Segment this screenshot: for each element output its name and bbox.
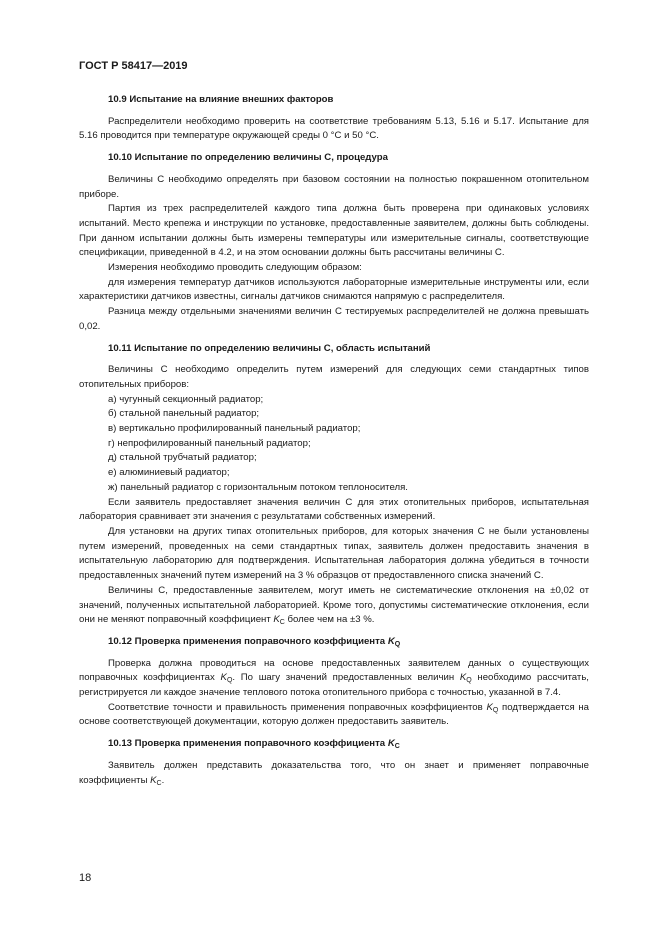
- paragraph: Для установки на других типах отопительных приборов, для которых значения С не были установлены путем измерений, проведенных на семи стандартных типах, заявитель должен предоставить значения в испытательную лабораторию для подтверждения. Испытательная лаборатория должна убедиться в точности предоставленных значений путем измерений на 3 % образцов от предоставленного списка значений С.: [79, 525, 589, 582]
- paragraph: Проверка должна проводиться на основе предоставленных заявителем данных о существующих поправочных коэффициентах $K_Q$. По шагу значений предоставленных величин $K_Q$ необходимо рассчитать, регистрируется ли каждое значение теплового потока отопительного прибора с точностью, указанной в 7.4.: [79, 657, 589, 699]
- heading-10-9: 10.9 Испытание на влияние внешних факторов: [108, 94, 334, 105]
- document-body: [79, 93, 589, 788]
- paragraph: Соответствие точности и правильность применения поправочных коэффициентов $K_Q$ подтверждается на основе соответствующей документации, которую должен предоставить заявитель.: [79, 701, 589, 728]
- paragraph: Если заявитель предоставляет значения величин С для этих отопительных приборов, испытательная лаборатория сравнивает эти значения с результатами собственных измерений.: [79, 496, 589, 523]
- paragraph: Величины С, предоставленные заявителем, могут иметь не систематические отклонения на ±0,02 от значений, полученных испытательной лабораторией. Кроме того, допустимы систематические отклонения, если они не меняют поправочный коэффициент $K_C$ более чем на ±3 %.: [79, 584, 589, 627]
- heading-10-13: 10.13 Проверка применения поправочного коэффициента $K_C$: [108, 738, 400, 751]
- paragraph: Разница между отдельными значениями величин С тестируемых распределителей не должна превышать 0,02.: [79, 306, 589, 332]
- list-item: д) стальной трубчатый радиатор;: [108, 452, 257, 464]
- page-number: 18: [79, 872, 92, 884]
- heading-10-10: 10.10 Испытание по определению величины С, процедура: [108, 152, 388, 164]
- paragraph: для измерения температур датчиков используются лабораторные измерительные инструменты или, если характеристики датчиков известны, сигналы датчиков снимаются напрямую с распределителя.: [79, 276, 589, 303]
- list-item: г) непрофилированный панельный радиатор;: [108, 437, 311, 449]
- paragraph: Величины С необходимо определить путем измерений для следующих семи стандартных типов отопительных приборов:: [79, 364, 589, 390]
- paragraph: Заявитель должен представить доказательства того, что он знает и применяет поправочные коэффициенты $K_C$.: [79, 759, 589, 787]
- list-item: а) чугунный секционный радиатор;: [108, 393, 264, 405]
- list-item: е) алюминиевый радиатор;: [108, 467, 230, 479]
- list-item: ж) панельный радиатор с горизонтальным потоком теплоносителя.: [108, 481, 408, 493]
- paragraph: Величины С необходимо определять при базовом состоянии на полностью покрашенном отопительном приборе.: [79, 173, 589, 200]
- list-item: б) стальной панельный радиатор;: [108, 408, 260, 420]
- list-item: в) вертикально профилированный панельный радиатор;: [108, 423, 361, 435]
- paragraph: Измерения необходимо проводить следующим образом:: [108, 262, 362, 274]
- document-header: ГОСТ Р 58417—2019: [79, 60, 188, 72]
- heading-10-12: 10.12 Проверка применения поправочного коэффициента $K_Q$: [108, 635, 401, 648]
- paragraph: Партия из трех распределителей каждого типа должна быть проверена при одинаковых условиях испытаний. Место крепежа и инструкции по установке, предоставленные заявителем, должны быть соблюдены. При данном испытании должны быть измерены температуры или измерительные сигналы, соответствующие спецификации, приведенной в 4.2, и на этом основании должны быть рассчитаны величины С.: [79, 203, 589, 259]
- heading-10-11: 10.11 Испытание по определению величины С, область испытаний: [108, 342, 431, 354]
- paragraph: Распределители необходимо проверить на соответствие требованиям 5.13, 5.16 и 5.17. Испытание для 5.16 проводится при температуре окружающей среды 0 °С и 50 °С.: [79, 115, 589, 142]
